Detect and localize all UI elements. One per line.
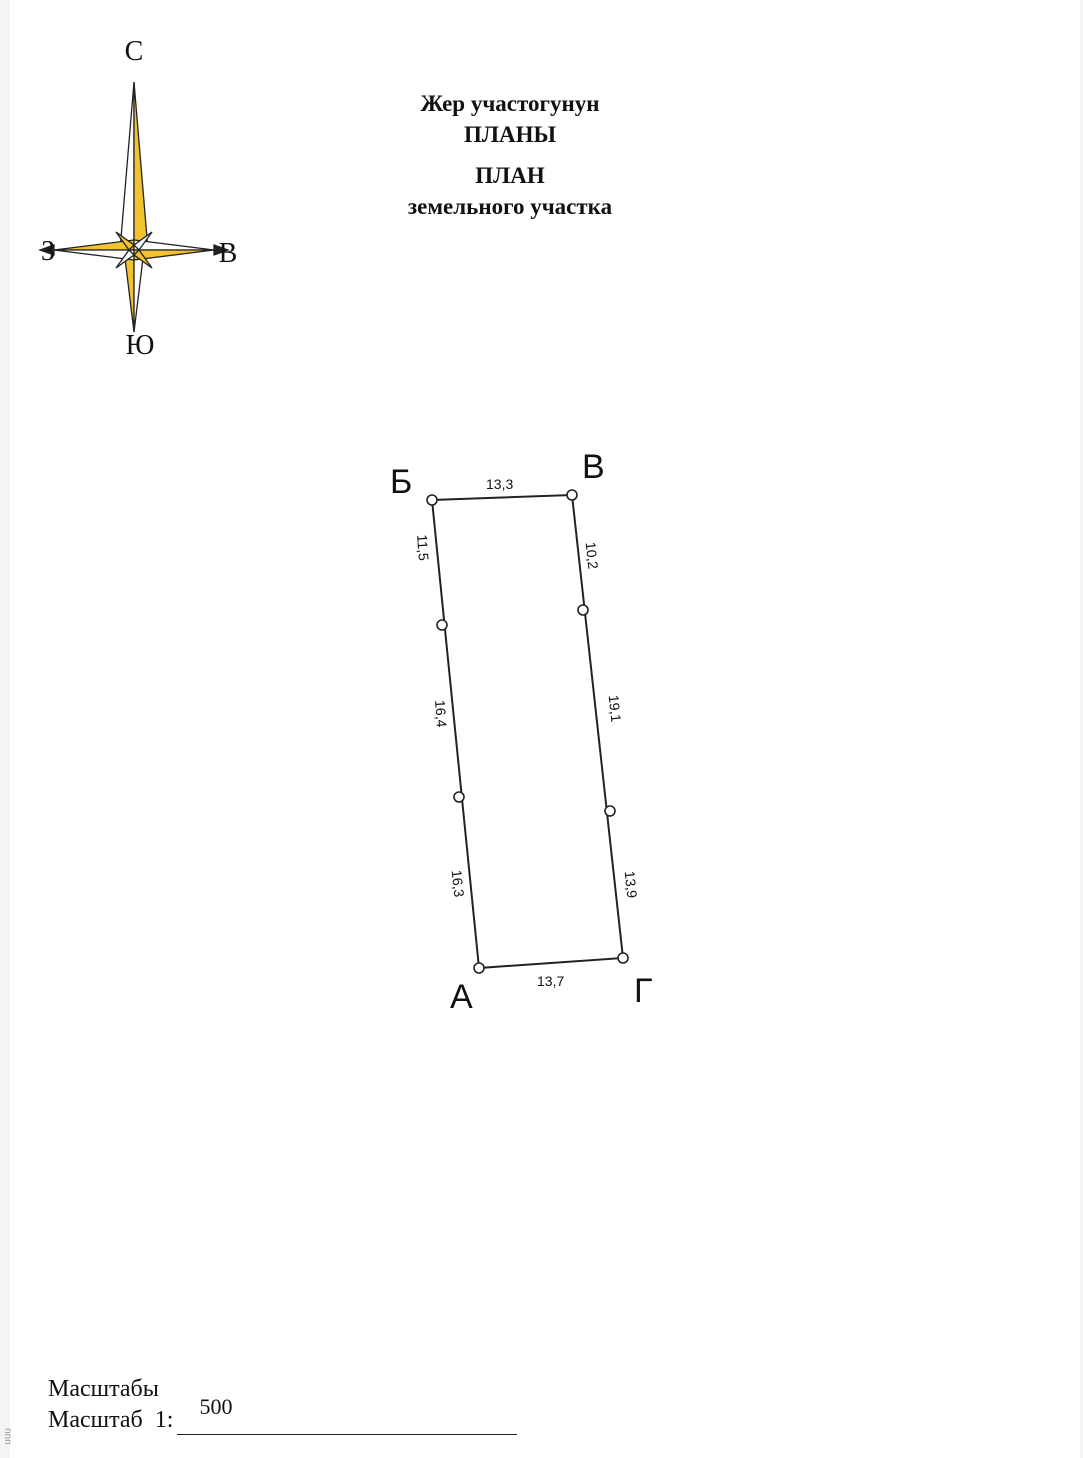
title-line-1: Жер участогунун (420, 91, 600, 116)
title-line-4: земельного участка (407, 194, 613, 219)
compass-south-label: Ю (125, 330, 155, 360)
vertex-b-marker (427, 495, 437, 505)
title-line-3: ПЛАН (475, 163, 545, 188)
side-length-top: 13,3 (486, 476, 514, 492)
compass-east-label: В (218, 238, 238, 269)
scale-value-field (177, 1394, 517, 1435)
side-length-left-2: 16,4 (432, 699, 450, 728)
scale-label-ru: Масштаб (48, 1407, 143, 1433)
scale-block (48, 1374, 517, 1435)
scale-line (48, 1394, 517, 1435)
corner-label-a: А (450, 978, 473, 1016)
scale-prefix: 1: (154, 1407, 174, 1433)
vertex-a-marker (474, 963, 484, 973)
corner-label-g: Г (634, 972, 653, 1010)
compass-north-label: С (124, 36, 144, 67)
side-length-right-1: 10,2 (582, 541, 602, 570)
side-length-left-1: 11,5 (414, 534, 432, 562)
side-length-right-2: 19,1 (605, 694, 625, 723)
side-length-left-3: 16,3 (448, 869, 468, 898)
compass-west-label: З (40, 236, 56, 267)
side-length-bottom: 13,7 (537, 973, 565, 989)
vertex-v-marker (567, 490, 577, 500)
right-point-1-marker (578, 605, 588, 615)
scale-label-ky: Масштабы (48, 1376, 159, 1402)
side-length-right-3: 13,9 (621, 870, 641, 899)
vertex-g-marker (618, 953, 628, 963)
scale-value: 500 (199, 1394, 233, 1419)
left-point-2-marker (454, 792, 464, 802)
left-point-1-marker (437, 620, 447, 630)
corner-label-v: В (582, 448, 605, 486)
title-line-2: ПЛАНЫ (463, 122, 557, 147)
edge-mark: nnn (2, 1428, 13, 1445)
right-point-2-marker (605, 806, 615, 816)
corner-label-b: Б (390, 463, 413, 501)
